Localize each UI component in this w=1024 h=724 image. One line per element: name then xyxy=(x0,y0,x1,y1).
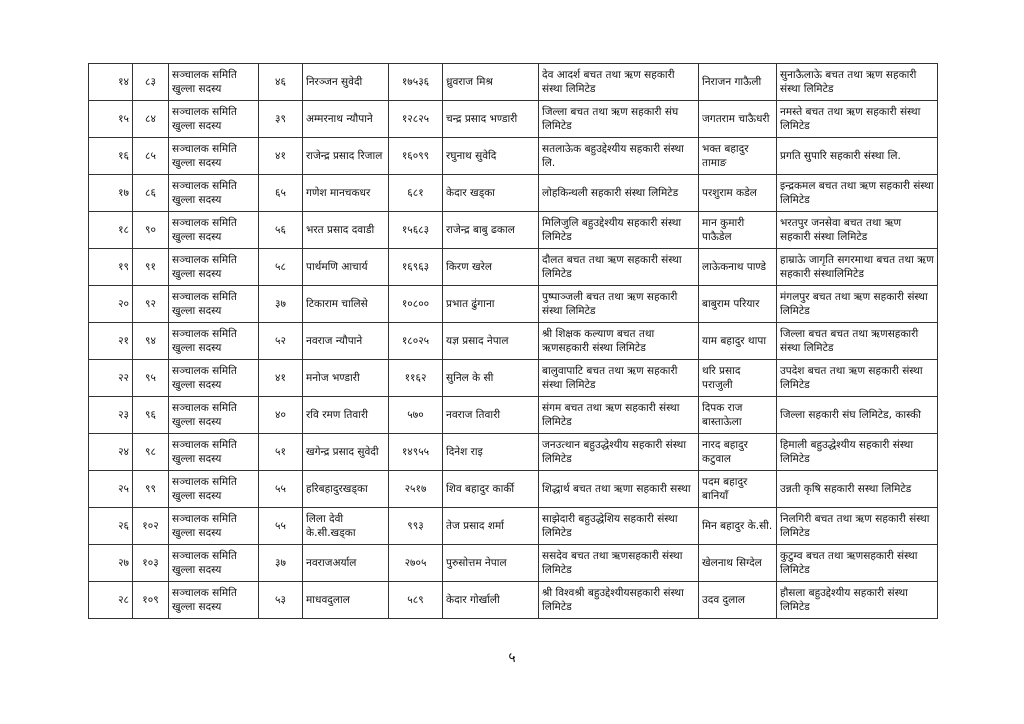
rank-cell: ८६ xyxy=(133,175,169,212)
serial-number-cell: १५ xyxy=(89,101,133,138)
rank-cell: १०९ xyxy=(133,582,169,619)
proposer-name-cell: सुनिल के सी xyxy=(443,360,539,397)
representative-cell: खेलनाथ सिग्देल xyxy=(699,545,777,582)
proposer-name-cell: नवराज तिवारी xyxy=(443,397,539,434)
representative-cell: जगतराम चाऊैधरी xyxy=(699,101,777,138)
rank-cell: ८४ xyxy=(133,101,169,138)
rank-cell: ८३ xyxy=(133,64,169,101)
post-cell: सञ्चालक समिति खुल्ला सदस्य xyxy=(169,101,259,138)
id-number-cell: ६८१ xyxy=(389,175,443,212)
rank-cell: ९१ xyxy=(133,249,169,286)
post-cell: सञ्चालक समिति खुल्ला सदस्य xyxy=(169,175,259,212)
candidate-name-cell: गणेश मानचकधर xyxy=(303,175,389,212)
candidate-name-cell: निरञ्जन सुवेदी xyxy=(303,64,389,101)
table-row xyxy=(89,138,938,175)
table-row xyxy=(89,471,938,508)
organization-cell: श्री विश्वश्री बहुउद्देश्यीयसहकारी संस्था लिमिटेड xyxy=(539,582,699,619)
post-cell: सञ्चालक समिति खुल्ला सदस्य xyxy=(169,286,259,323)
candidate-name-cell: मनोज भण्डारी xyxy=(303,360,389,397)
id-number-cell: १२८२५ xyxy=(389,101,443,138)
organization-cell: जनउत्थान बहुउद्धेश्यीय सहकारी संस्था लिमिटेड xyxy=(539,434,699,471)
recommending-organization-cell: जिल्ला सहकारी संघ लिमिटेड, कास्की xyxy=(777,397,938,434)
candidate-name-cell: पार्थमणि आचार्य xyxy=(303,249,389,286)
candidate-name-cell: टिकाराम चालिसे xyxy=(303,286,389,323)
table-row xyxy=(89,360,938,397)
age-cell: ३७ xyxy=(259,545,303,582)
recommending-organization-cell: सुनाऊैलाऊे बचत तथा ऋण सहकारी संस्था लिमिटेड xyxy=(777,64,938,101)
organization-cell: जिल्ला बचत तथा ऋण सहकारी संघ लिमिटेड xyxy=(539,101,699,138)
organization-cell: साझेदारी बहुउद्धेशिय सहकारी संस्था लिमिटेड xyxy=(539,508,699,545)
proposer-name-cell: तेज प्रसाद शर्मा xyxy=(443,508,539,545)
candidate-name-cell: खगेन्द्र प्रसाद सुवेदी xyxy=(303,434,389,471)
candidate-name-cell: माधवदुलाल xyxy=(303,582,389,619)
table-row xyxy=(89,175,938,212)
table-body xyxy=(89,64,938,619)
age-cell: ५६ xyxy=(259,212,303,249)
recommending-organization-cell: निलगिरी बचत तथा ऋण सहकारी संस्था लिमिटेड xyxy=(777,508,938,545)
table-row xyxy=(89,212,938,249)
organization-cell: बालुवापाटि बचत तथा ऋण सहकारी संस्था लिमिटेड xyxy=(539,360,699,397)
candidate-name-cell: लिला देवी के.सी.खड्का xyxy=(303,508,389,545)
proposer-name-cell: दिनेश राइ xyxy=(443,434,539,471)
serial-number-cell: १८ xyxy=(89,212,133,249)
proposer-name-cell: शिव बहादुर कार्की xyxy=(443,471,539,508)
table-row xyxy=(89,508,938,545)
table-row xyxy=(89,101,938,138)
candidate-name-cell: हरिबहादुरखड्का xyxy=(303,471,389,508)
id-number-cell: १६९६३ xyxy=(389,249,443,286)
recommending-organization-cell: हिमाली बहुउद्धेश्यीय सहकारी संस्था लिमिटेड xyxy=(777,434,938,471)
rank-cell: ९६ xyxy=(133,397,169,434)
representative-cell: मिन बहादुर के.सी. xyxy=(699,508,777,545)
candidate-table xyxy=(88,63,938,619)
age-cell: ३७ xyxy=(259,286,303,323)
recommending-organization-cell: उन्नती कृषि सहकारी सस्था लिमिटेड xyxy=(777,471,938,508)
id-number-cell: १४९५५ xyxy=(389,434,443,471)
organization-cell: मिलिजुलि बहुउद्देश्यीय सहकारी संस्था लिमिटेड xyxy=(539,212,699,249)
id-number-cell: ११६२ xyxy=(389,360,443,397)
serial-number-cell: २८ xyxy=(89,582,133,619)
table-row xyxy=(89,397,938,434)
id-number-cell: ९९३ xyxy=(389,508,443,545)
post-cell: सञ्चालक समिति खुल्ला सदस्य xyxy=(169,212,259,249)
candidate-name-cell: भरत प्रसाद दवाडी xyxy=(303,212,389,249)
age-cell: ५३ xyxy=(259,582,303,619)
id-number-cell: १५६८३ xyxy=(389,212,443,249)
representative-cell: याम बहादुर थापा xyxy=(699,323,777,360)
age-cell: ५५ xyxy=(259,508,303,545)
organization-cell: सतलाऊेक बहुउद्देश्यीय सहकारी संस्था लि. xyxy=(539,138,699,175)
representative-cell: बाबुराम परियार xyxy=(699,286,777,323)
age-cell: ४० xyxy=(259,397,303,434)
age-cell: ४१ xyxy=(259,360,303,397)
proposer-name-cell: प्रभात ढुंगाना xyxy=(443,286,539,323)
post-cell: सञ्चालक समिति खुल्ला सदस्य xyxy=(169,508,259,545)
post-cell: सञ्चालक समिति खुल्ला सदस्य xyxy=(169,323,259,360)
serial-number-cell: २२ xyxy=(89,360,133,397)
representative-cell: मान कुमारी पाऊैडेल xyxy=(699,212,777,249)
id-number-cell: १७५३६ xyxy=(389,64,443,101)
id-number-cell: १६०९९ xyxy=(389,138,443,175)
table-row xyxy=(89,545,938,582)
recommending-organization-cell: इन्द्रकमल बचत तथा ऋण सहकारी संस्था लिमिटेड xyxy=(777,175,938,212)
proposer-name-cell: रघुनाथ सुवेदि xyxy=(443,138,539,175)
serial-number-cell: २६ xyxy=(89,508,133,545)
recommending-organization-cell: हाम्राऊे जागृति सगरमाथा बचत तथा ऋण सहकारी संस्थालिमिटेड xyxy=(777,249,938,286)
serial-number-cell: १९ xyxy=(89,249,133,286)
age-cell: ६५ xyxy=(259,175,303,212)
id-number-cell: २५१७ xyxy=(389,471,443,508)
representative-cell: थरि प्रसाद पराजुली xyxy=(699,360,777,397)
rank-cell: ९० xyxy=(133,212,169,249)
id-number-cell: १८०२५ xyxy=(389,323,443,360)
organization-cell: देव आदर्श बचत तथा ऋण सहकारी संस्था लिमिटेड xyxy=(539,64,699,101)
page-number: ५ xyxy=(508,650,516,666)
age-cell: ५८ xyxy=(259,249,303,286)
table-row xyxy=(89,64,938,101)
recommending-organization-cell: उपदेश बचत तथा ऋण सहकारी संस्था लिमिटेड xyxy=(777,360,938,397)
serial-number-cell: २७ xyxy=(89,545,133,582)
table-row xyxy=(89,434,938,471)
post-cell: सञ्चालक समिति खुल्ला सदस्य xyxy=(169,397,259,434)
representative-cell: उदव दुलाल xyxy=(699,582,777,619)
proposer-name-cell: किरण खरेल xyxy=(443,249,539,286)
proposer-name-cell: पुरुसोत्तम नेपाल xyxy=(443,545,539,582)
serial-number-cell: १४ xyxy=(89,64,133,101)
candidate-name-cell: अम्मरनाथ न्यौपाने xyxy=(303,101,389,138)
organization-cell: श्री शिक्षक कल्याण बचत तथा ऋणसहकारी संस्था लिमिटेड xyxy=(539,323,699,360)
organization-cell: पुष्पाञ्जली बचत तथा ऋण सहकारी संस्था लिमिटेड xyxy=(539,286,699,323)
representative-cell: लाऊेकनाथ पाण्डे xyxy=(699,249,777,286)
candidate-name-cell: रवि रमण तिवारी xyxy=(303,397,389,434)
post-cell: सञ्चालक समिति खुल्ला सदस्य xyxy=(169,360,259,397)
rank-cell: १०३ xyxy=(133,545,169,582)
id-number-cell: १०८०० xyxy=(389,286,443,323)
candidate-name-cell: नवराज न्यौपाने xyxy=(303,323,389,360)
table-row xyxy=(89,286,938,323)
proposer-name-cell: राजेन्द्र बाबु ढकाल xyxy=(443,212,539,249)
age-cell: ४१ xyxy=(259,138,303,175)
serial-number-cell: २० xyxy=(89,286,133,323)
age-cell: ३९ xyxy=(259,101,303,138)
organization-cell: शिद्धार्थ बचत तथा ऋणा सहकारी सस्था xyxy=(539,471,699,508)
rank-cell: ९५ xyxy=(133,360,169,397)
recommending-organization-cell: नमस्ते बचत तथा ऋण सहकारी संस्था लिमिटेड xyxy=(777,101,938,138)
age-cell: ५२ xyxy=(259,323,303,360)
post-cell: सञ्चालक समिति खुल्ला सदस्य xyxy=(169,249,259,286)
recommending-organization-cell: मंगलपुर बचत तथा ऋण सहकारी संस्था लिमिटेड xyxy=(777,286,938,323)
rank-cell: ९४ xyxy=(133,323,169,360)
serial-number-cell: २५ xyxy=(89,471,133,508)
post-cell: सञ्चालक समिति खुल्ला सदस्य xyxy=(169,471,259,508)
proposer-name-cell: चन्द्र प्रसाद भण्डारी xyxy=(443,101,539,138)
proposer-name-cell: यज्ञ प्रसाद नेपाल xyxy=(443,323,539,360)
post-cell: सञ्चालक समिति खुल्ला सदस्य xyxy=(169,545,259,582)
organization-cell: संगम बचत तथा ऋण सहकारी संस्था लिमिटेड xyxy=(539,397,699,434)
table-row xyxy=(89,582,938,619)
post-cell: सञ्चालक समिति खुल्ला सदस्य xyxy=(169,582,259,619)
representative-cell: निराजन गाऊैली xyxy=(699,64,777,101)
post-cell: सञ्चालक समिति खुल्ला सदस्य xyxy=(169,434,259,471)
representative-cell: पदम बहादुर बानियाँ xyxy=(699,471,777,508)
age-cell: ५५ xyxy=(259,471,303,508)
id-number-cell: ५८९ xyxy=(389,582,443,619)
age-cell: ५१ xyxy=(259,434,303,471)
recommending-organization-cell: प्रगति सुपारि सहकारी संस्था लि. xyxy=(777,138,938,175)
age-cell: ४६ xyxy=(259,64,303,101)
organization-cell: दाैलत बचत तथा ऋण सहकारी संस्था लिमिटेड xyxy=(539,249,699,286)
id-number-cell: ५७० xyxy=(389,397,443,434)
proposer-name-cell: केदार गोर्खाली xyxy=(443,582,539,619)
recommending-organization-cell: जिल्ला बचत बचत तथा ऋणसहकारी संस्था लिमिटेड xyxy=(777,323,938,360)
serial-number-cell: २४ xyxy=(89,434,133,471)
post-cell: सञ्चालक समिति खुल्ला सदस्य xyxy=(169,64,259,101)
serial-number-cell: २१ xyxy=(89,323,133,360)
organization-cell: ससदेव बचत तथा ऋणसहकारी संस्था लिमिटेड xyxy=(539,545,699,582)
rank-cell: ९२ xyxy=(133,286,169,323)
proposer-name-cell: ध्रुवराज मिश्र xyxy=(443,64,539,101)
serial-number-cell: १७ xyxy=(89,175,133,212)
representative-cell: दिपक राज बास्ताऊेला xyxy=(699,397,777,434)
proposer-name-cell: केदार खड्का xyxy=(443,175,539,212)
recommending-organization-cell: हौसला बहुउद्देश्यीय सहकारी संस्था लिमिटेड xyxy=(777,582,938,619)
candidate-name-cell: नवराजअर्याल xyxy=(303,545,389,582)
rank-cell: ९९ xyxy=(133,471,169,508)
serial-number-cell: १६ xyxy=(89,138,133,175)
candidate-name-cell: राजेन्द्र प्रसाद रिजाल xyxy=(303,138,389,175)
table-row xyxy=(89,323,938,360)
representative-cell: परशुराम कडेल xyxy=(699,175,777,212)
representative-cell: नारद बहादुर कटुवाल xyxy=(699,434,777,471)
id-number-cell: २७०५ xyxy=(389,545,443,582)
representative-cell: भक्त बहादुर तामाङ xyxy=(699,138,777,175)
rank-cell: ८५ xyxy=(133,138,169,175)
post-cell: सञ्चालक समिति खुल्ला सदस्य xyxy=(169,138,259,175)
table-row xyxy=(89,249,938,286)
recommending-organization-cell: भरतपुर जनसेवा बचत तथा ऋण सहकारी संस्था लिमिटेड xyxy=(777,212,938,249)
organization-cell: लोहकिन्थली सहकारी संस्था लिमिटेड xyxy=(539,175,699,212)
serial-number-cell: २३ xyxy=(89,397,133,434)
rank-cell: १०२ xyxy=(133,508,169,545)
recommending-organization-cell: कुटुम्व बचत तथा ऋणसहकारी संस्था लिमिटेड xyxy=(777,545,938,582)
rank-cell: ९८ xyxy=(133,434,169,471)
